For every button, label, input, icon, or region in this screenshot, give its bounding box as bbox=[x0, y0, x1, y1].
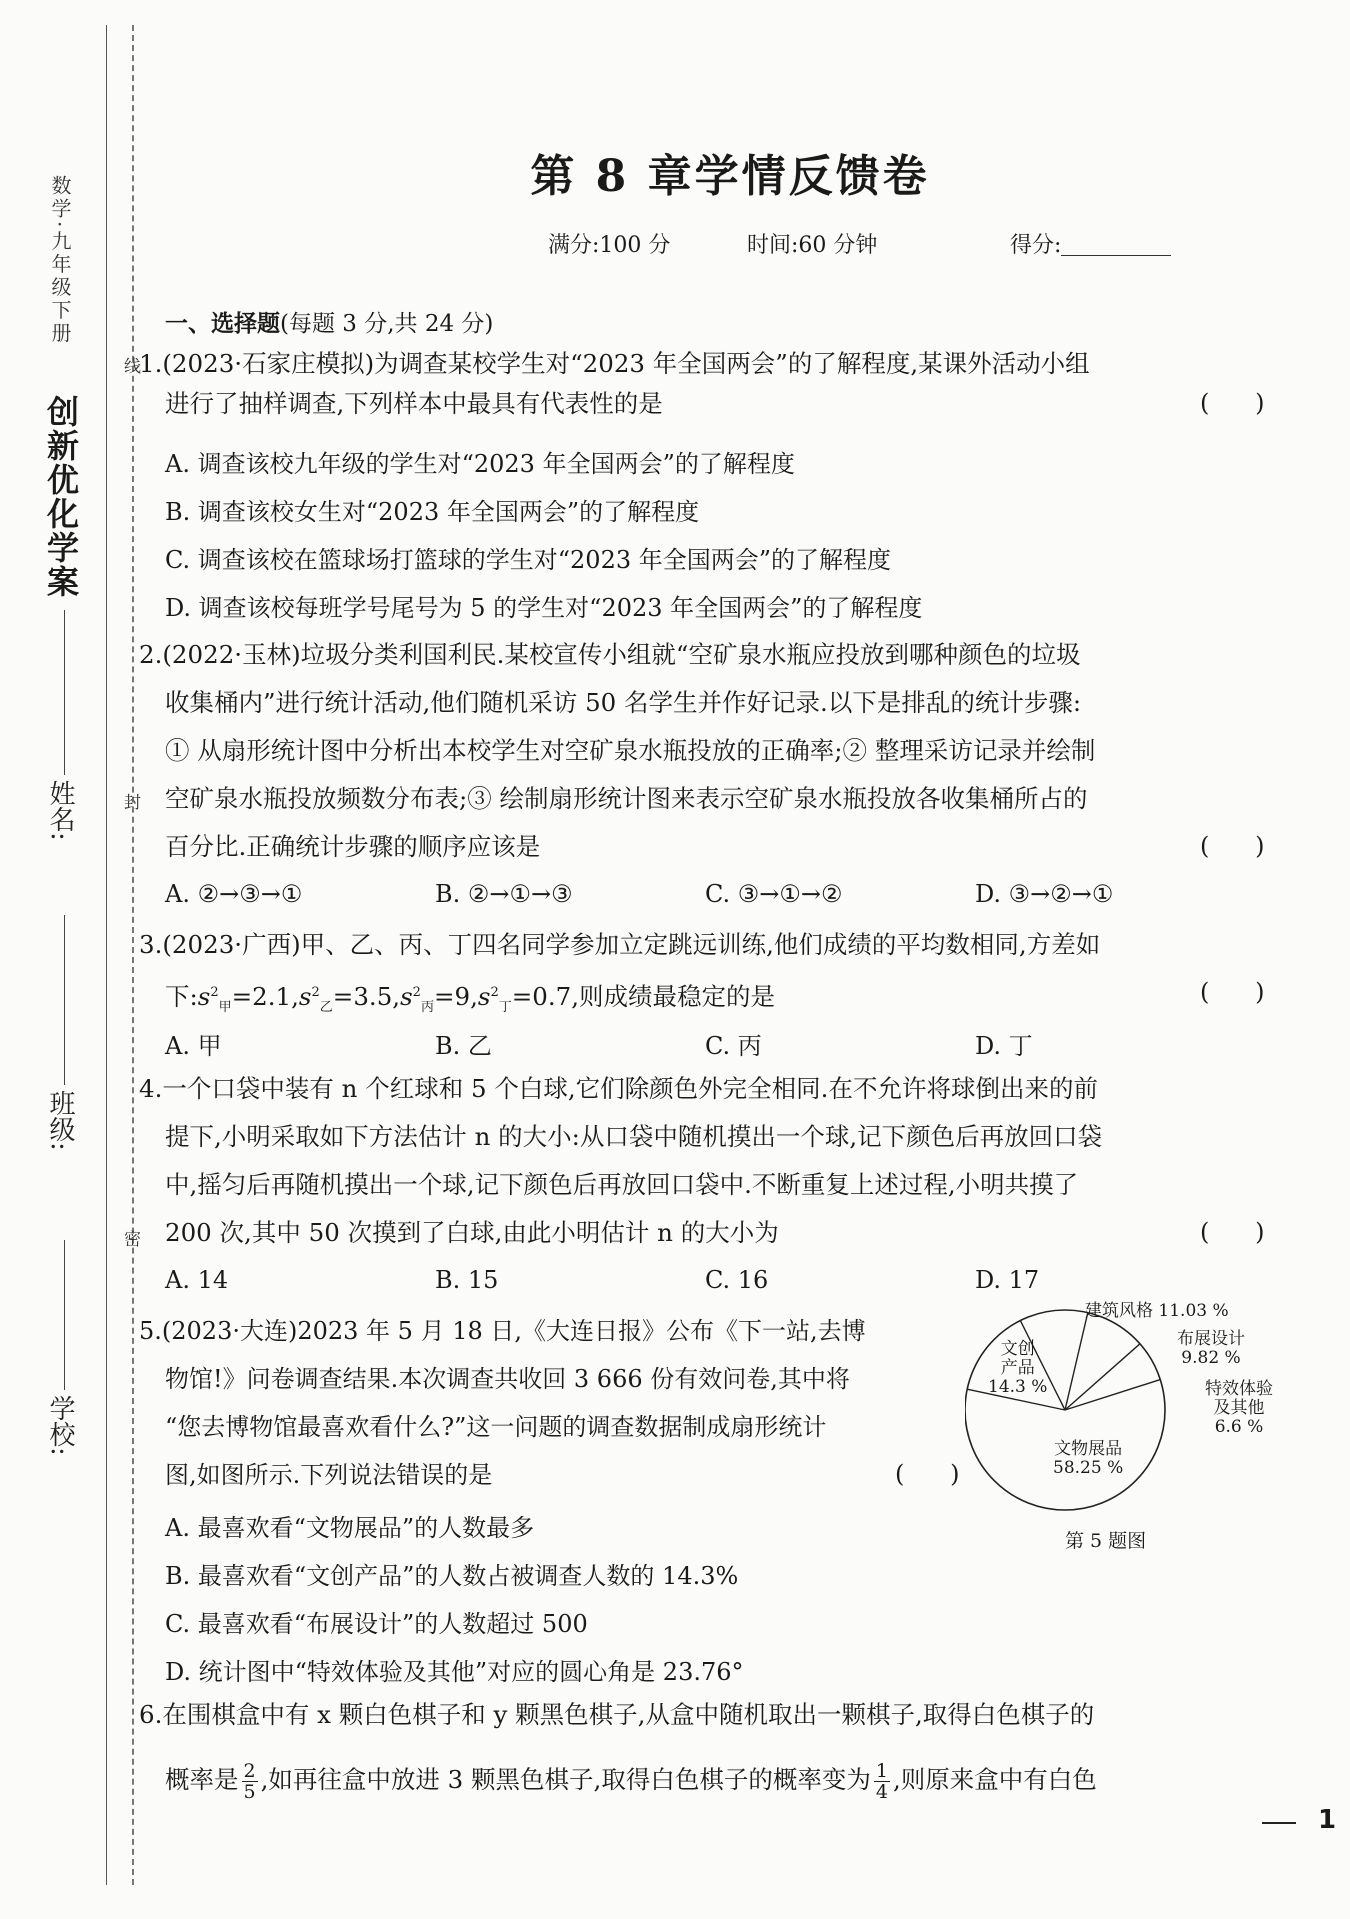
school-blank[interactable] bbox=[64, 1240, 65, 1390]
q6-line-1: 6.在围棋盒中有 x 颗白色棋子和 y 颗黑色棋子,从盒中随机取出一颗棋子,取得白色棋子的 bbox=[139, 1700, 1095, 1729]
page-number: 1 bbox=[1318, 1805, 1337, 1835]
subject-label: 数学·九年级下册 bbox=[48, 175, 72, 346]
q5-line-3: “您去博物馆最喜欢看什么?”这一问题的调查数据制成扇形统计 bbox=[165, 1413, 827, 1441]
section-title: 一、选择题 bbox=[165, 311, 280, 337]
label-texiao-name1: 特效体验 bbox=[1205, 1379, 1273, 1399]
q1-line-2: 进行了抽样调查,下列样本中最具有代表性的是 bbox=[165, 389, 663, 418]
q2-line-4: 空矿泉水瓶投放频数分布表;③ 绘制扇形统计图来表示空矿泉水瓶投放各收集桶所占的 bbox=[165, 784, 1088, 813]
label-wenchuang bbox=[988, 1340, 1047, 1397]
frac1-den: 5 bbox=[243, 1781, 256, 1803]
school-label: 学校: bbox=[45, 1395, 75, 1456]
var-sub-ding: 丁 bbox=[498, 1000, 512, 1016]
fraction-two-fifths bbox=[242, 1761, 258, 1802]
brand-logo: 创新优化学案 bbox=[42, 395, 80, 599]
class-blank[interactable] bbox=[64, 915, 65, 1085]
q3-answer-paren[interactable]: ( ) bbox=[1200, 978, 1265, 1006]
score-field bbox=[1010, 228, 1171, 259]
q2-option-c: C. ③→①→② bbox=[705, 880, 843, 908]
page-title: 第 8 章学情反馈卷 bbox=[530, 151, 930, 202]
q4-line-4: 200 次,其中 50 次摸到了白球,由此小明估计 n 的大小为 bbox=[165, 1218, 779, 1247]
q3-option-a: A. 甲 bbox=[165, 1032, 222, 1060]
time-limit: 时间:60 分钟 bbox=[747, 233, 878, 258]
q5-pie-figure bbox=[965, 1300, 1295, 1590]
q4-line-2: 提下,小明采取如下方法估计 n 的大小:从口袋中随机摸出一个球,记下颜色后再放回口袋 bbox=[165, 1122, 1103, 1151]
fraction-one-fourth bbox=[874, 1761, 890, 1802]
q6-text-a: 概率是 bbox=[165, 1765, 239, 1794]
q1-option-a: A. 调查该校九年级的学生对“2023 年全国两会”的了解程度 bbox=[165, 450, 795, 478]
label-wenwu bbox=[1053, 1440, 1123, 1478]
q5-line-1: 5.(2023·大连)2023 年 5 月 18 日,《大连日报》公布《下一站,去博 bbox=[139, 1317, 866, 1345]
var-symbol: s bbox=[400, 982, 413, 1012]
q6-text-b: ,如再往盒中放进 3 颗黑色棋子,取得白色棋子的概率变为 bbox=[260, 1765, 871, 1794]
var-value-ding: =0.7, bbox=[511, 982, 580, 1012]
label-wenwu-name: 文物展品 bbox=[1054, 1439, 1123, 1459]
figure-caption: 第 5 题图 bbox=[1065, 1530, 1147, 1552]
label-wenwu-value: 58.25 % bbox=[1053, 1458, 1124, 1478]
label-wenchuang-name1: 文创 bbox=[1000, 1339, 1035, 1359]
seal-char-secret: 密 bbox=[124, 1230, 141, 1250]
var-value-bing: =9, bbox=[433, 982, 478, 1012]
q5-line-2: 物馆!》问卷调查结果.本次调查共收回 3 666 份有效问卷,其中将 bbox=[165, 1365, 850, 1393]
q2-option-d: D. ③→②→① bbox=[975, 880, 1114, 908]
q5-option-b: B. 最喜欢看“文创产品”的人数占被调查人数的 14.3% bbox=[165, 1562, 739, 1590]
label-texiao bbox=[1205, 1380, 1273, 1437]
q3-option-c: C. 丙 bbox=[705, 1032, 762, 1060]
q2-line-2: 收集桶内”进行统计活动,他们随机采访 50 名学生并作好记录.以下是排乱的统计步骤: bbox=[165, 688, 1082, 717]
q2-option-a: A. ②→③→① bbox=[165, 880, 303, 908]
frac2-den: 4 bbox=[875, 1781, 888, 1803]
q4-option-d: D. 17 bbox=[975, 1266, 1040, 1294]
q6-text-c: ,则原来盒中有白色 bbox=[892, 1765, 1097, 1794]
q3-prefix: 下: bbox=[165, 982, 198, 1012]
label-buzhan-name: 布展设计 bbox=[1177, 1329, 1245, 1349]
frac2-num: 1 bbox=[875, 1760, 888, 1782]
q4-option-b: B. 15 bbox=[435, 1266, 499, 1294]
q6-line-2 bbox=[165, 1752, 1097, 1808]
section-note: (每题 3 分,共 24 分) bbox=[280, 311, 494, 337]
seal-char-line: 线 bbox=[124, 357, 141, 377]
score-blank[interactable] bbox=[1061, 233, 1171, 256]
slice-boundary-布展设计 bbox=[1065, 1313, 1088, 1410]
label-texiao-value: 6.6 % bbox=[1214, 1417, 1264, 1437]
q2-line-3: ① 从扇形统计图中分析出本校学生对空矿泉水瓶投放的正确率;② 整理采访记录并绘制 bbox=[165, 736, 1096, 765]
slice-boundary-文物展品 bbox=[1065, 1380, 1160, 1410]
q4-option-a: A. 14 bbox=[165, 1266, 229, 1294]
var-sub-jia: 甲 bbox=[218, 1000, 232, 1016]
label-texiao-name2: 及其他 bbox=[1213, 1398, 1265, 1418]
var-value-yi: =3.5, bbox=[332, 982, 401, 1012]
label-wenchuang-value: 14.3 % bbox=[988, 1377, 1048, 1397]
q5-answer-paren[interactable]: ( ) bbox=[895, 1460, 960, 1488]
q4-line-1: 4.一个口袋中装有 n 个红球和 5 个白球,它们除颜色外完全相同.在不允许将球倒出来的前 bbox=[139, 1074, 1098, 1103]
var-power: 2 bbox=[311, 985, 320, 1000]
q2-line-1: 2.(2022·玉林)垃圾分类利国利民.某校宣传小组就“空矿泉水瓶应投放到哪种颜色的垃圾 bbox=[139, 640, 1081, 669]
var-power: 2 bbox=[210, 985, 219, 1000]
seal-char-seal: 封 bbox=[124, 793, 141, 813]
q2-option-b: B. ②→①→③ bbox=[435, 880, 573, 908]
label-jianzhu-text: 建筑风格 11.03 % bbox=[1085, 1301, 1229, 1321]
var-symbol: s bbox=[298, 982, 312, 1012]
q1-option-c: C. 调查该校在篮球场打篮球的学生对“2023 年全国两会”的了解程度 bbox=[165, 546, 892, 574]
page-dash bbox=[1262, 1822, 1296, 1824]
q3-line-1: 3.(2023·广西)甲、乙、丙、丁四名同学参加立定跳远训练,他们成绩的平均数相同,方差如 bbox=[139, 930, 1101, 959]
q3-line-2 bbox=[165, 978, 775, 1023]
binding-margin bbox=[0, 0, 150, 1919]
label-jianzhu bbox=[1085, 1302, 1229, 1321]
cut-line bbox=[132, 25, 134, 1885]
full-score: 满分:100 分 bbox=[548, 233, 671, 258]
q3-option-d: D. 丁 bbox=[975, 1032, 1033, 1060]
q4-answer-paren[interactable]: ( ) bbox=[1200, 1218, 1265, 1246]
q5-line-4: 图,如图所示.下列说法错误的是 bbox=[165, 1461, 493, 1489]
q4-option-c: C. 16 bbox=[705, 1266, 769, 1294]
margin-rule bbox=[106, 25, 107, 1885]
score-label: 得分: bbox=[1010, 233, 1062, 258]
q2-line-5: 百分比.正确统计步骤的顺序应该是 bbox=[165, 832, 541, 861]
q4-line-3: 中,摇匀后再随机摸出一个球,记下颜色后再放回口袋中.不断重复上述过程,小明共摸了 bbox=[165, 1170, 1079, 1199]
var-power: 2 bbox=[412, 985, 421, 1000]
q5-option-a: A. 最喜欢看“文物展品”的人数最多 bbox=[165, 1514, 535, 1542]
q5-option-c: C. 最喜欢看“布展设计”的人数超过 500 bbox=[165, 1610, 588, 1638]
frac1-num: 2 bbox=[243, 1760, 256, 1782]
q3-option-b: B. 乙 bbox=[435, 1032, 492, 1060]
var-sub-bing: 丙 bbox=[420, 1000, 434, 1016]
class-label: 班级: bbox=[45, 1090, 75, 1151]
q1-option-b: B. 调查该校女生对“2023 年全国两会”的了解程度 bbox=[165, 498, 700, 526]
section-heading bbox=[165, 305, 493, 338]
q5-option-d: D. 统计图中“特效体验及其他”对应的圆心角是 23.76° bbox=[165, 1658, 744, 1686]
q2-answer-paren[interactable]: ( ) bbox=[1200, 832, 1265, 860]
q1-line-1: 1.(2023·石家庄模拟)为调查某校学生对“2023 年全国两会”的了解程度,某课外活动小组 bbox=[139, 349, 1090, 378]
slice-boundary-特效体验及其他 bbox=[1065, 1344, 1140, 1410]
var-sub-yi: 乙 bbox=[319, 1000, 333, 1016]
var-power: 2 bbox=[490, 985, 499, 1000]
q3-suffix: 则成绩最稳定的是 bbox=[579, 982, 776, 1012]
q1-option-d: D. 调查该校每班学号尾号为 5 的学生对“2023 年全国两会”的了解程度 bbox=[165, 594, 923, 622]
label-buzhan-value: 9.82 % bbox=[1181, 1348, 1241, 1368]
label-buzhan bbox=[1177, 1330, 1245, 1368]
var-symbol: s bbox=[477, 982, 491, 1012]
label-wenchuang-name2: 产品 bbox=[1000, 1358, 1035, 1378]
q1-answer-paren[interactable]: ( ) bbox=[1200, 389, 1265, 417]
name-blank[interactable] bbox=[64, 610, 65, 775]
var-value-jia: =2.1, bbox=[231, 982, 299, 1012]
name-label: 姓名: bbox=[45, 780, 75, 841]
var-symbol: s bbox=[197, 982, 211, 1012]
